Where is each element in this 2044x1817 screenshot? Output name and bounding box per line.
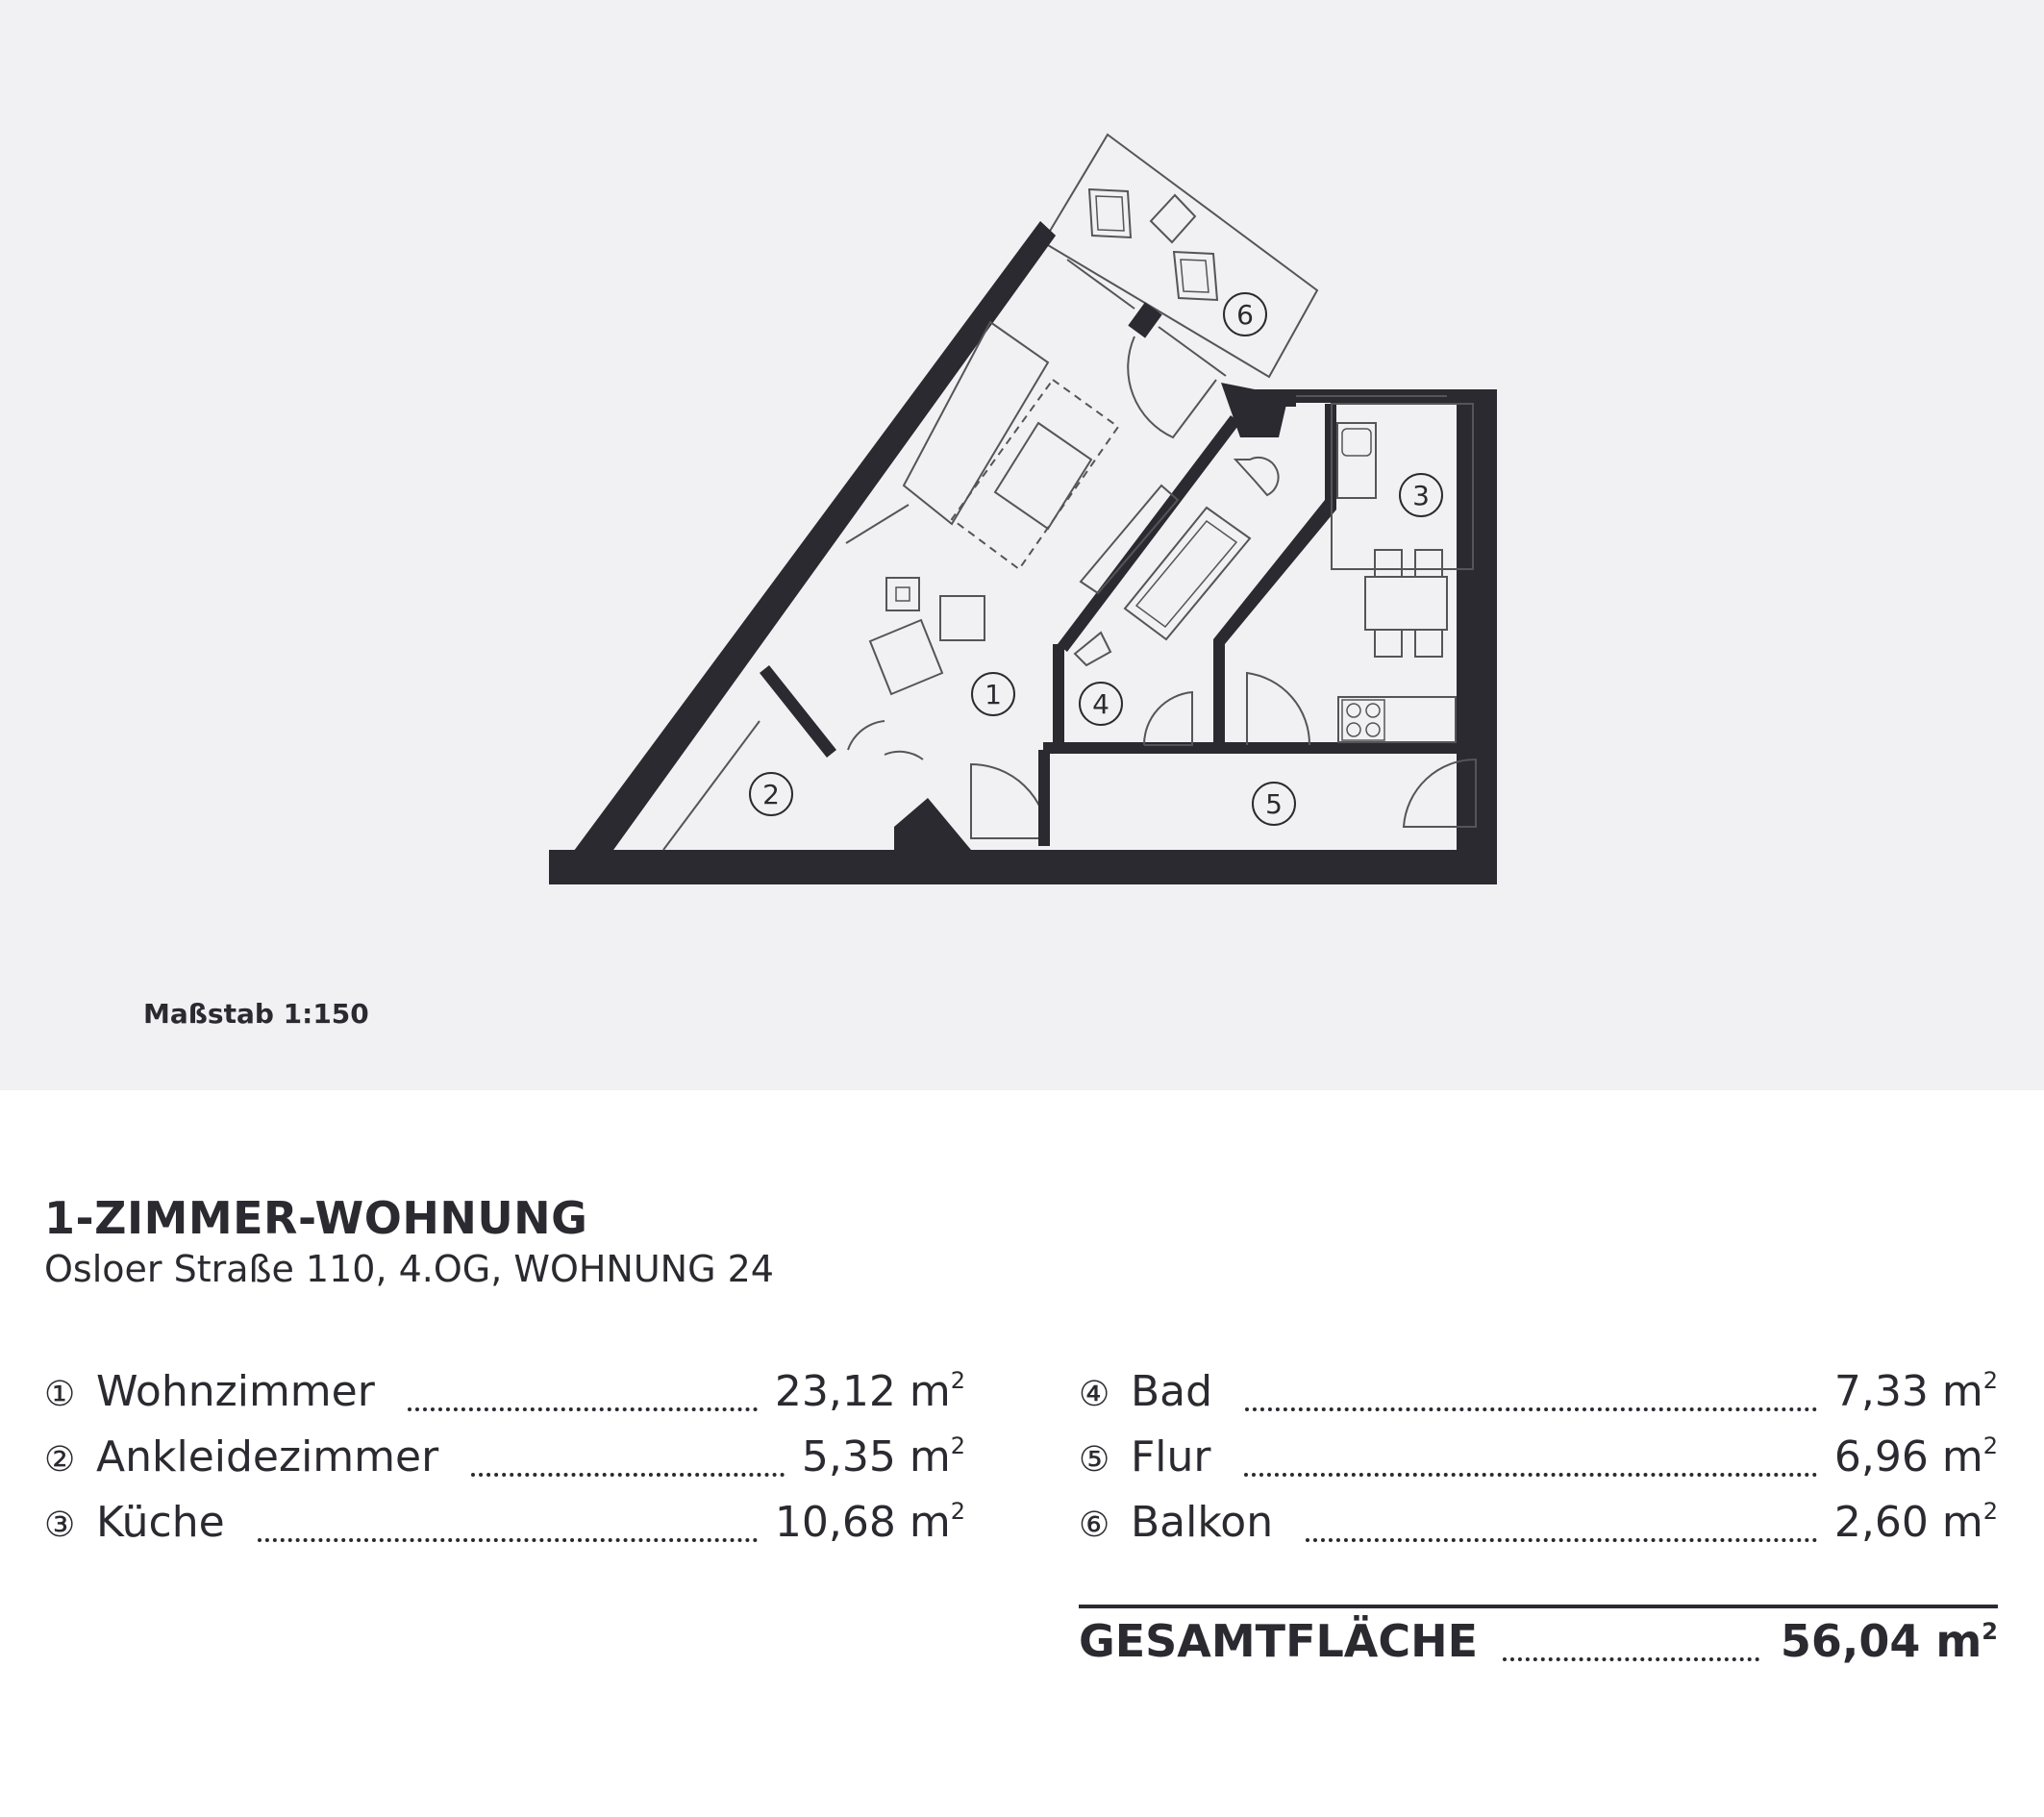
wall-flur-top xyxy=(1043,742,1476,754)
scale-label: Maßstab 1:150 xyxy=(143,998,369,1030)
room-marker-5 xyxy=(1253,783,1295,825)
chair xyxy=(1415,550,1442,577)
room-number: ① xyxy=(44,1375,76,1414)
chair xyxy=(1375,630,1402,657)
dot-leader xyxy=(408,1407,758,1411)
room-area: 23,12 $m^2$ xyxy=(774,1367,965,1416)
room-marker-6 xyxy=(1224,293,1266,336)
burner xyxy=(1347,723,1360,736)
outer-wall-bottom xyxy=(549,850,1497,884)
total-divider xyxy=(1079,1605,1998,1608)
window-line xyxy=(1159,327,1226,376)
svg-text:4: 4 xyxy=(1092,688,1109,720)
dot-leader xyxy=(258,1538,758,1542)
sofa xyxy=(904,322,1048,524)
room-name: Flur xyxy=(1131,1432,1211,1481)
svg-text:6: 6 xyxy=(1236,299,1254,331)
balcony-chair xyxy=(1181,260,1209,292)
chair xyxy=(1415,630,1442,657)
balcony-door-swing xyxy=(1128,336,1216,437)
room-number: ④ xyxy=(1079,1375,1110,1414)
burner xyxy=(1366,704,1380,717)
dot-leader xyxy=(1306,1538,1817,1542)
room-name: Wohnzimmer xyxy=(96,1367,375,1416)
chair xyxy=(1375,550,1402,577)
room-row xyxy=(44,1432,965,1486)
sink-basin xyxy=(1342,429,1371,456)
dining-table xyxy=(1365,577,1447,630)
wall-kitchen-diag xyxy=(1213,500,1336,644)
room-name: Küche xyxy=(96,1498,225,1547)
svg-text:3: 3 xyxy=(1412,480,1430,511)
dot-leader xyxy=(1244,1473,1817,1477)
room-area: 6,96 $m^2$ xyxy=(1833,1432,1998,1481)
balcony-table xyxy=(1151,195,1195,242)
room-marker-3 xyxy=(1400,474,1442,516)
svg-text:5: 5 xyxy=(1265,788,1283,820)
burner xyxy=(1366,723,1380,736)
svg-text:2: 2 xyxy=(762,779,780,810)
room-number: ③ xyxy=(44,1506,76,1545)
room-name: Bad xyxy=(1131,1367,1213,1416)
apartment-title: 1-ZIMMER-WOHNUNG xyxy=(44,1192,588,1244)
bath-door-swing xyxy=(1144,692,1192,745)
balcony-chair xyxy=(1096,196,1124,231)
burner xyxy=(1347,704,1360,717)
armchair xyxy=(870,620,942,694)
room-marker-2 xyxy=(750,773,792,815)
total-area-row xyxy=(1079,1615,1998,1673)
room-row xyxy=(44,1367,965,1421)
room-row xyxy=(1079,1367,1998,1421)
entrance-door-swing xyxy=(971,764,1048,838)
armchair xyxy=(940,596,985,640)
door-swing xyxy=(885,752,923,759)
washbasin xyxy=(1075,633,1110,665)
room-area: 5,35 $m^2$ xyxy=(801,1432,965,1481)
outer-wall-left xyxy=(549,221,1056,884)
total-label: GESAMTFLÄCHE xyxy=(1079,1615,1479,1667)
side-table-inner xyxy=(896,587,910,601)
room-area: 10,68 $m^2$ xyxy=(774,1498,965,1547)
door-frame xyxy=(1038,750,1050,846)
dot-leader xyxy=(1245,1407,1817,1411)
room-number: ⑥ xyxy=(1079,1506,1110,1545)
room-number: ② xyxy=(44,1440,76,1480)
room-row xyxy=(1079,1432,1998,1486)
dot-leader xyxy=(1503,1657,1759,1661)
room-area: 2,60 $m^2$ xyxy=(1833,1498,1998,1547)
room-number: ⑤ xyxy=(1079,1440,1110,1480)
room-row xyxy=(44,1498,965,1552)
room-name: Balkon xyxy=(1131,1498,1274,1547)
wall-dressing xyxy=(760,665,836,758)
room-marker-1 xyxy=(972,673,1014,715)
wall-bath-kitchen xyxy=(1213,639,1225,745)
sink xyxy=(1337,423,1376,498)
room-name: Ankleidezimmer xyxy=(96,1432,439,1481)
window-line xyxy=(1067,260,1134,309)
total-area: 56,04 $m^2$ xyxy=(1780,1615,1998,1667)
svg-text:1: 1 xyxy=(985,679,1002,710)
room-marker-4 xyxy=(1080,683,1122,725)
rug xyxy=(952,380,1118,569)
apartment-address: Osloer Straße 110, 4.OG, WOHNUNG 24 xyxy=(44,1248,774,1290)
door-swing xyxy=(848,721,885,750)
wall-bath-left xyxy=(1053,644,1064,750)
wall-dressing-end xyxy=(894,798,971,850)
room-row xyxy=(1079,1498,1998,1552)
toilet xyxy=(1235,458,1279,495)
room-area: 7,33 $m^2$ xyxy=(1833,1367,1998,1416)
balcony-outline xyxy=(1043,135,1317,377)
tv-sideboard xyxy=(1081,485,1178,593)
side-table xyxy=(886,578,919,610)
dot-leader xyxy=(471,1473,785,1477)
kitchen-door-swing xyxy=(1247,673,1309,745)
